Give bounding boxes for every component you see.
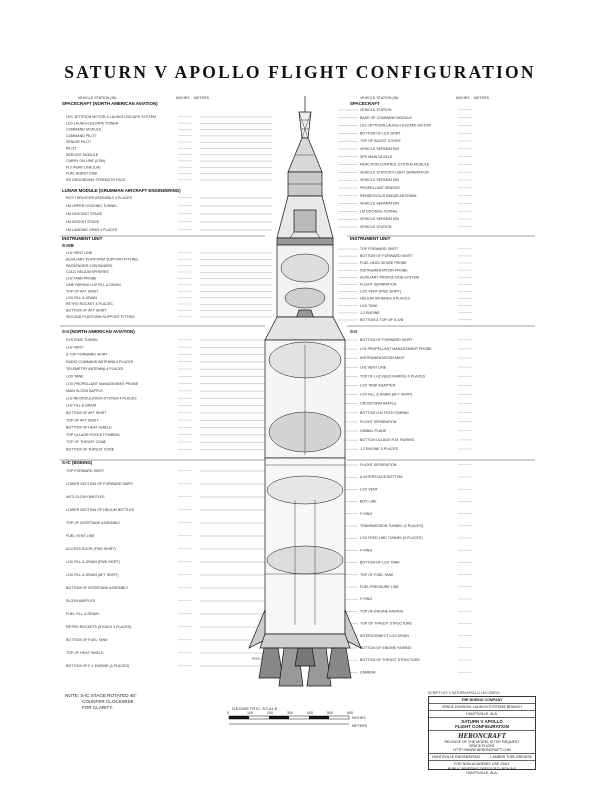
escape-tower-truss — [299, 112, 311, 138]
company-line: THE BOEING COMPANY — [429, 697, 535, 704]
callout-label: J-2 ENGINE 5 PLACES — [360, 447, 398, 452]
s-ii-interstage — [265, 317, 345, 340]
callout-label: LH2 TANK PROBE — [66, 276, 97, 281]
left-s-ii-header: S-II (NORTH AMERICAN AVIATION) — [62, 329, 135, 334]
callout-label: GIMBAL PLANE — [360, 429, 387, 433]
callout-label: COMMAND PILOT — [66, 133, 97, 138]
note-line-2: COUNTER CLOCKWISE — [82, 699, 134, 704]
callout-label: LOX FILL & DRAIN (AFT SKIRT) — [360, 392, 413, 397]
callout-label: SERVICE MODULE — [66, 152, 99, 157]
footer-3: HUNTSVILLE, ALA. — [466, 771, 498, 775]
callout-label: SPS MAIN NOZZLE — [360, 154, 393, 159]
right-iu-header: INSTRUMENT UNIT — [350, 236, 391, 241]
f1-engine-1 — [259, 648, 283, 678]
instrument-unit — [277, 238, 333, 245]
callout-label: FLY AWAY LINE (LM) — [66, 165, 101, 170]
callout-label: RADIO COMMAND ANTENNA 4 PLACES — [66, 359, 134, 364]
callout-label: SECOND PLATFORM SUPPORT FITTING — [66, 315, 135, 319]
callout-label: J-2 ENGINE — [360, 310, 380, 315]
lunar-module — [294, 210, 316, 232]
callout-label: REACTION CONTROL SYSTEM MODULE — [360, 162, 430, 167]
callout-label: VEHICLE STATION — [360, 108, 392, 112]
callout-label: LES JETTISON LAUNCH ESCAPE MOTOR — [360, 123, 431, 128]
callout-label: TOP OF FUEL TANK — [360, 572, 394, 577]
title-block-reference: SCRIPT LEV V SATURN APOLLO LM CONFIG — [428, 691, 500, 695]
callout-label: LH2 FILL & DRAIN — [66, 403, 97, 408]
callout-label: TOP OF AFT SKIRT — [66, 289, 99, 294]
callout-label: LOX FILL & DRAIN (FWD SKIRT) — [66, 560, 120, 564]
callout-label: BOTTOM OF FUEL TANK — [66, 638, 108, 642]
brand-contact: HTTP://WWW.HERONCRAFT.COM — [453, 748, 511, 752]
scale-tick-label: 0 — [227, 711, 229, 715]
callout-label: INTERCONNECT LOX DRAIN — [360, 633, 409, 638]
callout-label: LOX TANK ADAPTER — [360, 383, 396, 388]
callout-label: LM ASCENT STAGE — [66, 220, 100, 224]
scale-tick-label: 400 — [307, 711, 313, 715]
left-iu-header: INSTRUMENT UNIT — [62, 236, 103, 241]
scale-tick-label: 200 — [267, 711, 273, 715]
right-col-header-meters: METERS — [474, 96, 489, 100]
callout-label: SYSTEMS TUNNEL — [66, 338, 99, 342]
callout-label: LES LAUNCH ESCAPE TOWER — [66, 121, 119, 126]
callout-label: TOP OF BOOST COVER — [360, 139, 401, 144]
engine-fairings — [260, 634, 350, 648]
callout-label: F RING — [360, 597, 373, 602]
callout-label: BOTTOM LH2 FEED FAIRING — [360, 410, 409, 415]
left-spacecraft-header: SPACECRAFT (NORTH AMERICAN AVIATION) — [62, 101, 158, 106]
geometric-scale — [227, 711, 368, 728]
division-line: SPACE DIVISION, LAUNCH SYSTEMS BRANCH — [429, 704, 535, 711]
right-spacecraft-header: SPACECRAFT — [350, 101, 380, 106]
scale-unit-inches: INCHES — [352, 716, 366, 720]
drawing-title-line-1: SATURN V APOLLO — [461, 719, 503, 724]
brand-line-2: RELEASE OF THE MODEL KIT BY REQUEST — [444, 740, 520, 744]
org-name — [432, 755, 480, 759]
callout-label: RETRO ROCKETS (8 EACH 4 PLACES) — [66, 625, 132, 629]
callout-label: & INTERSTAGE BOTTOM — [360, 475, 403, 480]
callout-label: LH2 RECIRCULATION SYSTEM 4 PLACES — [66, 396, 137, 401]
right-col-header-station: VEHICLE STATION (IN) — [360, 96, 399, 100]
callout-label: SENIOR PILOT — [66, 140, 92, 145]
callout-label: VEHICLE SEPARATION — [360, 147, 400, 151]
drawing-title-line-2: FLIGHT CONFIGURATION — [455, 724, 509, 729]
rotation-note — [65, 693, 185, 711]
callout-label: FUEL FILL & DRAIN — [66, 612, 99, 616]
callout-label: ANTI-SLOSH BAFFLES — [66, 495, 105, 499]
callout-label: COMMAND MODULE — [66, 127, 102, 132]
scale-tick-label: 100 — [247, 711, 253, 715]
right-s-ii-header: S-II — [350, 329, 357, 334]
callout-label: BOX LINE — [360, 499, 377, 504]
callout-label: RENDEZVOUS RADAR ANTENNA — [360, 193, 417, 198]
callout-label: CRUCIFORM BAFFLE — [360, 401, 397, 406]
callout-label: BASE OF COMMAND MODULE — [360, 115, 412, 120]
callout-label: BOTTOM OF ENGINE FAIRING — [360, 646, 412, 650]
scale-title: GEOMETRIC SCALE — [232, 706, 278, 711]
callout-label: BOTTOM OF F-1 ENGINE (4 PLACES) — [66, 664, 130, 668]
callout-label: LES JETTISON MOTOR & LAUNCH ESCAPE SYSTEM — [66, 115, 156, 119]
footer-1: FOR NON-ACADEMIC USE ONLY — [454, 762, 510, 766]
callout-label: CAMERA — [360, 670, 376, 675]
engine-position-label: POS II — [252, 657, 263, 661]
callout-label: & TOP FORWARD SKIRT — [66, 352, 108, 357]
org-block — [429, 754, 535, 761]
callout-label: BOTTOM OF THRUST STRUCTURE — [360, 658, 420, 663]
footer-2: PUBLIC BRIEFING OFFICE P.O. BOX 840 — [447, 767, 517, 771]
callout-label: PROPELLANT SENSOR — [360, 186, 400, 190]
left-s-ic-header: S-IC (BOEING) — [62, 460, 93, 465]
callout-label: LINE FAIRING LH2 FILL & DRAIN — [66, 283, 121, 287]
callout-label: TOP FORWARD SKIRT — [360, 247, 399, 251]
callout-label: LM DOCKING TUNNEL — [360, 209, 399, 214]
callout-label: LH2 VENT LINE — [66, 251, 93, 255]
callout-label: TOP OF INTERTANK ASSEMBLY — [66, 521, 121, 525]
callout-label: LOWER SECTION OF FORWARD SKIRT — [66, 482, 134, 486]
callout-label: BOTTOM & TOP OF S-IVB — [360, 318, 404, 322]
callout-label: LOWER SECTION OF HELIUM BOTTLES — [66, 508, 135, 512]
left-col-header-inches: INCHES — [176, 96, 190, 100]
callout-label: FLIGHT SEPARATION — [360, 419, 397, 424]
callout-label: RETRO ROCKET 4 PLACES — [66, 302, 113, 307]
callout-label: FUEL BURST DISK — [66, 171, 98, 176]
org-name-2: ENGINEERING — [455, 755, 481, 759]
callout-label: BOTTOM OF INTERTANK ASSEMBLY — [66, 586, 129, 590]
callout-label: RCS THRUSTER ASSEMBLY 4 PLACES — [66, 196, 133, 200]
title-block — [428, 696, 536, 775]
left-col-header-station: VEHICLE STATION (IN) — [78, 96, 117, 100]
callout-label: VEHICLE STATION — [360, 225, 392, 229]
drawing-title — [429, 718, 535, 731]
callout-label: PASSENGER CONTAINERS — [66, 263, 113, 268]
callout-label: VEHICLE SEPARATION — [360, 201, 400, 206]
brand-block — [429, 731, 535, 754]
callout-label: INSTRUMENTATION PROBE — [360, 268, 408, 273]
callout-label: CARRY ON LINE (CSM) — [66, 159, 106, 164]
callout-label: TOP OF ENGINE FAIRING — [360, 609, 404, 614]
saturn-v-cutaway — [249, 96, 361, 686]
callout-label: F RING — [360, 511, 373, 516]
callout-label: TOP OF HEAT SHIELD — [66, 651, 104, 655]
callout-label: LOX VENT (FWD SKIRT) — [360, 289, 401, 294]
callout-label: TOP ULLAGE ROCKET FAIRING — [66, 432, 120, 437]
callout-label: BOTTOM OF FORWARD SKIRT — [360, 254, 413, 259]
callout-label: FLIGHT SEPARATION — [360, 282, 397, 287]
callout-label: LM UPPER DOCKING TUNNEL — [66, 204, 118, 208]
location-line: HUNTSVILLE, ALA. — [429, 711, 535, 718]
callout-label: LOX TANK — [66, 374, 84, 379]
callout-label: TRANSMISSION TUNNEL (2 PLACES) — [360, 524, 424, 528]
callout-label: MAIN SLOSH BAFFLE — [66, 389, 103, 394]
right-col-header-inches: INCHES — [456, 96, 470, 100]
callout-label: LM DESCENT STAGE — [66, 212, 103, 216]
callout-label: SLOSH BAFFLES — [66, 599, 96, 603]
callout-label: BOTTOM OF LES SKIRT — [360, 131, 401, 136]
scale-tick-label: 600 — [347, 711, 353, 715]
callout-label: COLD HELIUM SPHERES — [66, 270, 109, 275]
callout-label: TOP FORWARD SKIRT — [66, 469, 105, 473]
f1-engine-4 — [327, 648, 351, 678]
callout-label: LOX TANK — [360, 303, 378, 308]
callout-label: BOTTOM OF HEAT SHIELD — [66, 425, 112, 430]
callout-label: ACCESS DOOR (FWD SKIRT) — [66, 547, 116, 551]
callout-label: RS GROUNDING STRENGTH FACE — [66, 178, 126, 182]
callout-label: BOTTOM OF FORWARD SKIRT — [360, 338, 413, 342]
callout-label: LOX PROPELLANT MANAGEMENT PROBE — [66, 381, 139, 386]
callout-label: BOTTOM OF AFT SKIRT — [66, 308, 107, 313]
left-lm-header: LUNAR MODULE (GRUMMAN AIRCRAFT ENGINEERING) — [62, 188, 181, 193]
callout-label: TOP OF AFT SKIRT — [66, 418, 99, 423]
callout-label: TOP OF LH2 FEED FAIRING 2 PLACES — [360, 374, 425, 379]
callout-label: LOX FILL & DRAIN (AFT SKIRT) — [66, 573, 119, 577]
callout-label: FUEL HEAD SENSE PROBE — [360, 261, 407, 266]
callout-label: AUXILIARY PROPULSION SYSTEM — [360, 275, 419, 280]
page-title: SATURN V APOLLO FLIGHT CONFIGURATION — [64, 62, 536, 82]
callout-label: BOTTOM ULLAGE R.M. FAIRING — [360, 438, 415, 443]
callout-label: FLIGHT SEPARATION — [360, 463, 397, 467]
callout-label: LM LANDING GEAR 4 PLACES — [66, 228, 118, 232]
callout-label: BOTTOM OF LOX TANK — [360, 560, 400, 565]
left-col-header-meters: METERS — [194, 96, 209, 100]
f1-engine-center — [295, 648, 315, 666]
note-line-3: FOR CLARITY. — [82, 705, 114, 710]
callout-label: TOP OF THRUST CONE — [66, 440, 107, 445]
note-line-1: NOTE: S-IC STAGE ROTATED 45° — [65, 693, 137, 698]
scale-tick-label: 500 — [327, 711, 333, 715]
org-name-1: HUNTSVILLE — [432, 755, 455, 759]
callout-label: TELEMETRY ANTENNA 4 PLACES — [66, 367, 124, 372]
callout-label: LH2 VENT LINE — [360, 365, 387, 370]
callout-label: LOX VENT — [360, 487, 378, 492]
callout-label: LOX FILL & DRAIN — [66, 295, 97, 300]
brand-line-3: SPACE FLIGHT — [469, 744, 495, 748]
callout-label: TOP OF THRUST STRUCTURE — [360, 621, 412, 626]
left-s-ivb-header: S-IVB — [62, 243, 74, 248]
callout-label: BOTTOM OF THRUST CONE — [66, 447, 115, 452]
callout-label: VEHICLE SEPARATION — [360, 178, 400, 183]
scale-tick-label: 300 — [287, 711, 293, 715]
brand-logo: HERONCRAFT — [458, 732, 506, 740]
callout-label: INSTRUMENTATION MAST — [360, 356, 405, 361]
callout-label: PILOT — [66, 146, 77, 151]
callout-label: BOTTOM OF AFT SKIRT — [66, 411, 107, 415]
scale-unit-meters: METERS — [352, 724, 367, 728]
callout-label: LH2 PROPELLANT MANAGEMENT PROBE — [360, 347, 432, 352]
callout-label: AUXILIARY PLATFORM SUPPORT FITTING — [66, 257, 139, 262]
callout-label: FUEL VENT LINE — [66, 534, 95, 538]
callout-label: HELIUM SPHERES 8 PLACES — [360, 296, 410, 301]
approval: J. AMBER TURL BREWSE — [488, 755, 532, 759]
callout-label: VEHICLE STATION FLIGHT SEPARATION — [360, 170, 429, 175]
callout-label: LH2 VENT — [66, 345, 84, 350]
callout-label: F RING — [360, 548, 373, 553]
callout-label: LOX FEED LINE TUNNEL (5 PLACES) — [360, 536, 423, 541]
callout-label: VEHICLE SEPARATION — [360, 217, 400, 222]
callout-label: FUEL PRESSURE LINE — [360, 585, 399, 589]
